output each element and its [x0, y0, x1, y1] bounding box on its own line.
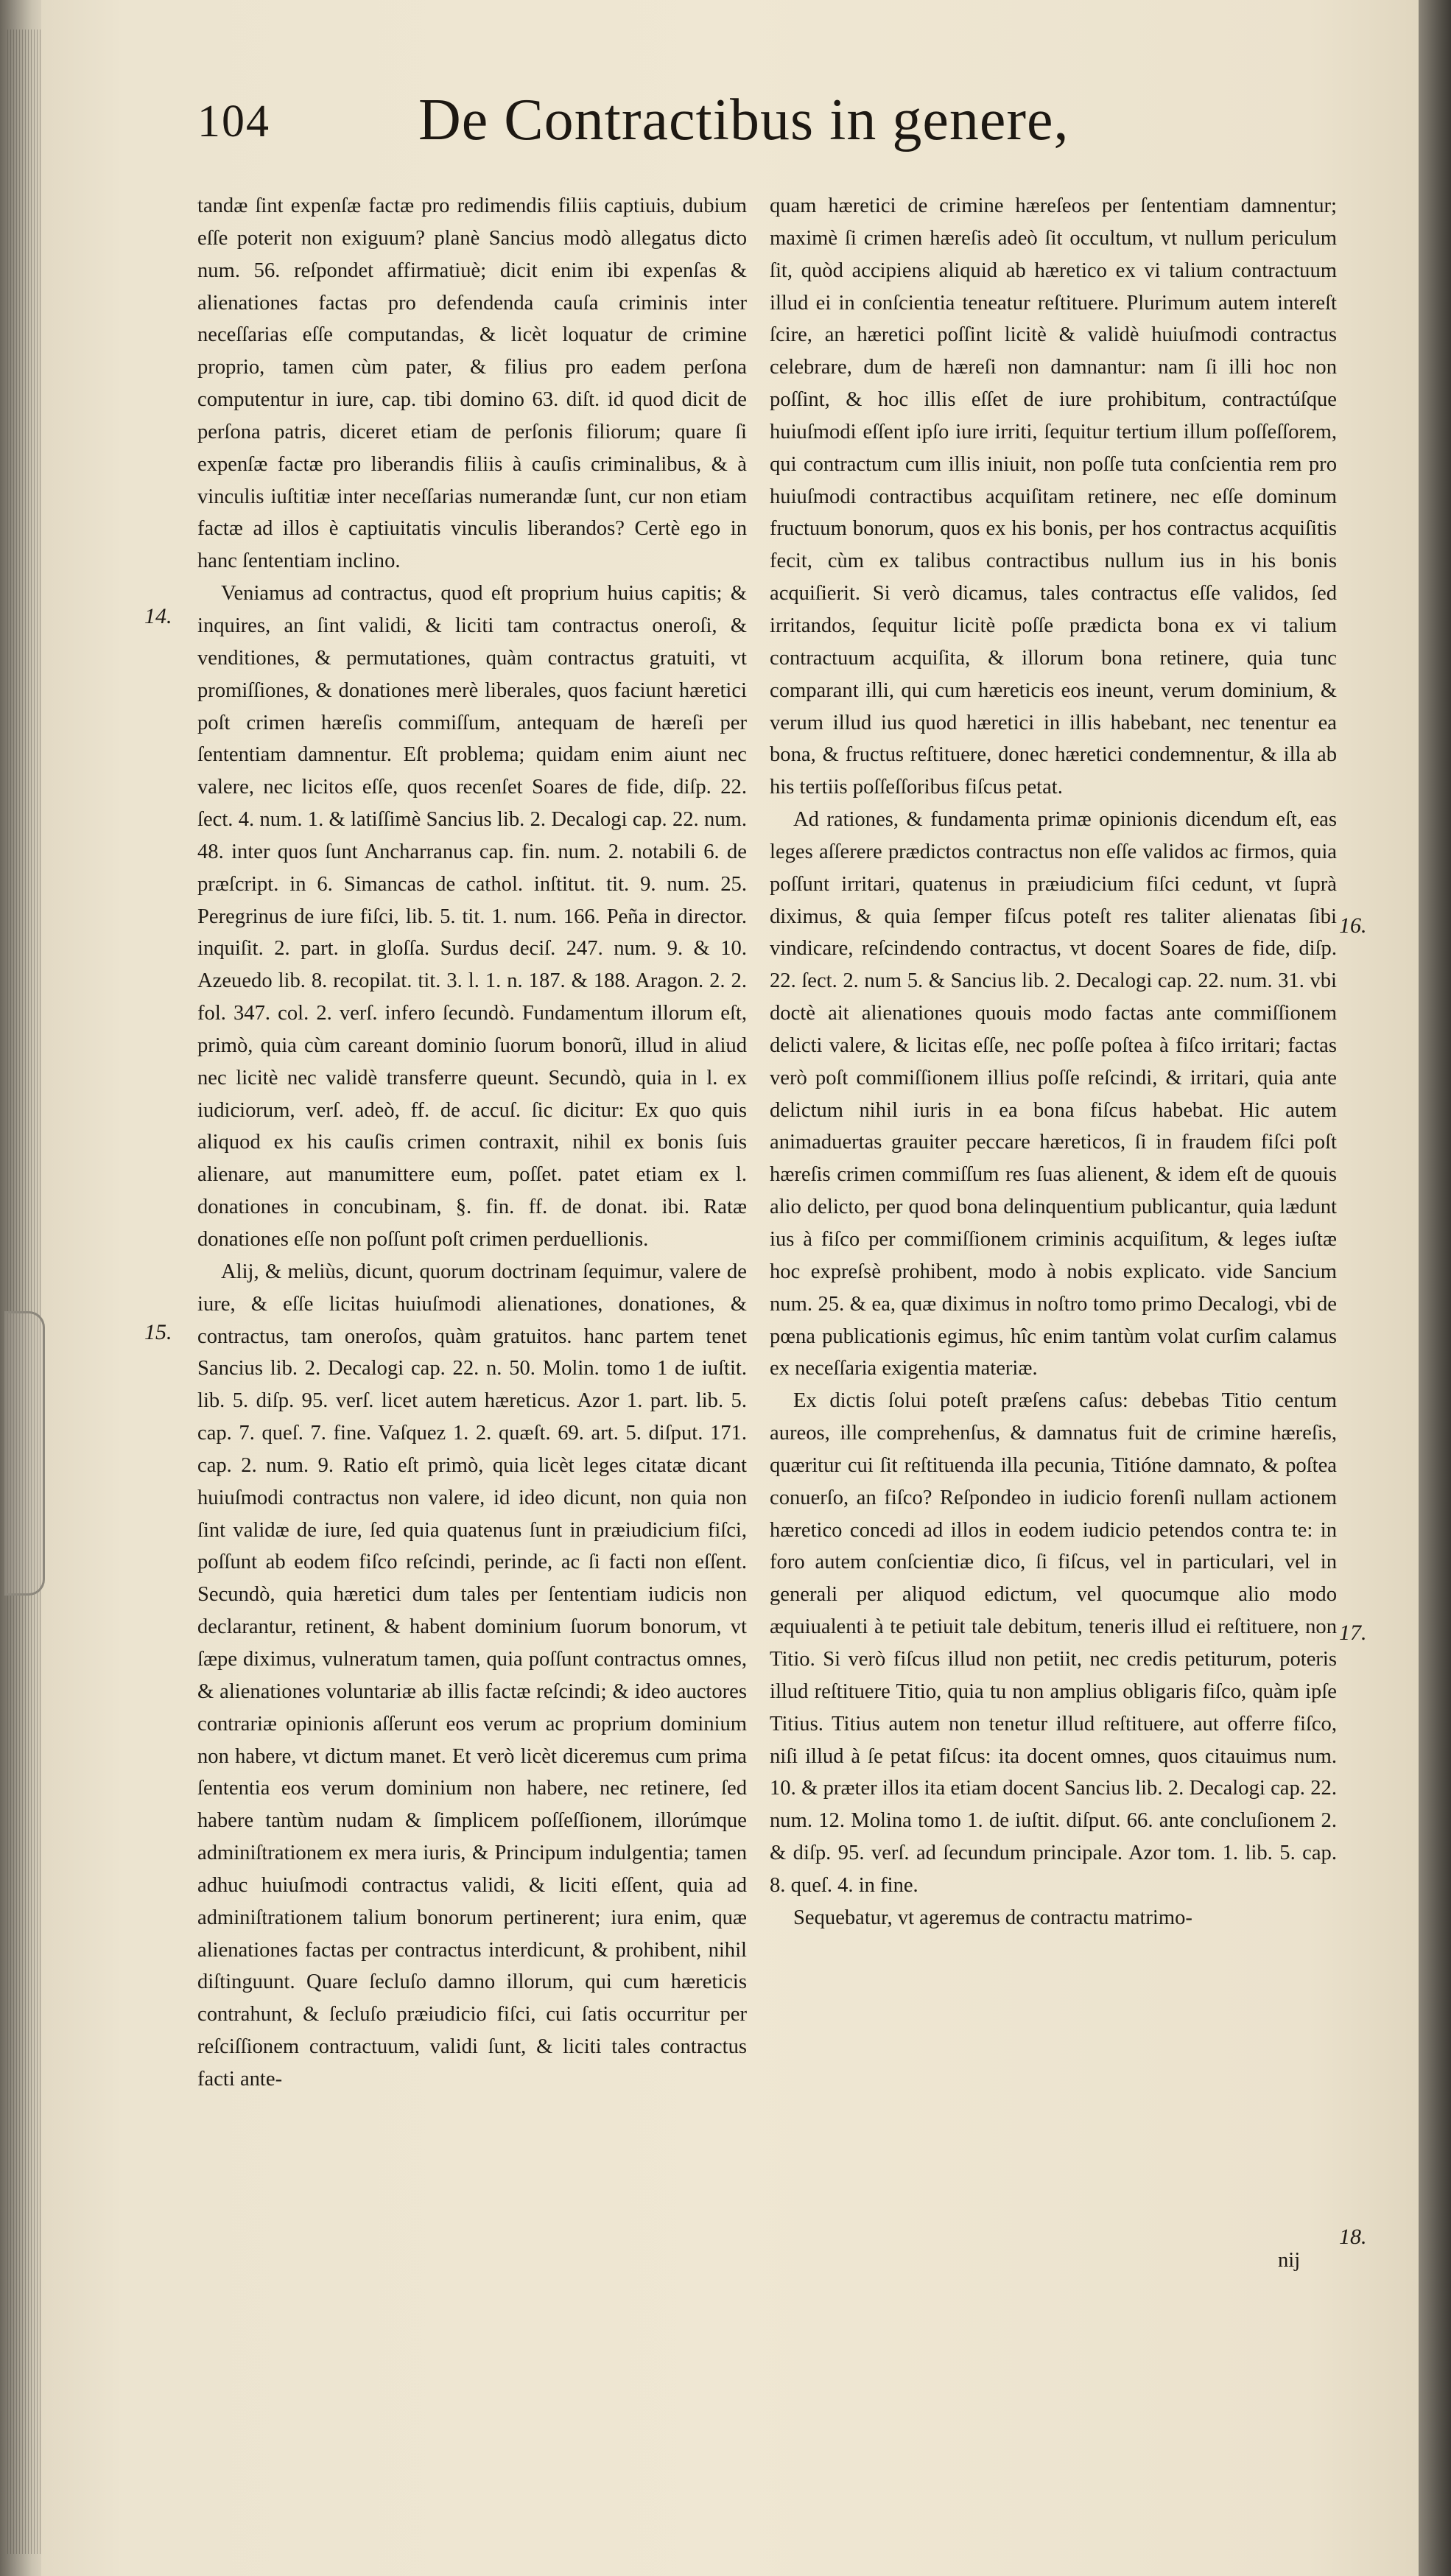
page-stack — [7, 29, 43, 2554]
marginal-number-17: 17. — [1339, 1621, 1367, 1645]
folio-number: 104 — [197, 96, 270, 147]
page-edge — [0, 0, 46, 2576]
left-paragraph-2: Veniamus ad contractus, quod eſt proprium huius capitis; & inquires, an ſint validi, & liciti tam contractus oneroſi, & venditiones, & permutationes, quàm contractus gratuiti, vt promiſſiones, & donationes merè liberales, quos faciunt hæretici poſt crimen hæreſis commiſſum, antequam de hæreſi per ſententiam damnentur. Eſt problema; quidam enim aiunt nec valere, nec licitos eſſe, quos recenſet Soares de fide, diſp. 22. ſect. 4. num. 1. & latiſſimè Sancius lib. 2. Decalogi cap. 22. num. 48. inter quos ſunt Ancharranus cap. fin. num. 2. notabili 6. de præſcript. in 6. Simancas de cathol. inſtitut. tit. 9. num. 25. Peregrinus de iure fiſci, lib. 5. tit. 1. num. 166. Peña in director. inquiſit. 2. part. in gloſſa. Surdus deciſ. 247. num. 9. & 10. Azeuedo lib. 8. recopilat. tit. 3. l. 1. n. 187. & 188. Aragon. 2. 2. fol. 347. col. 2. verſ. infero ſecundò. Fundamentum illorum eſt, primò, quia cùm careant dominio ſuorum bonorũ, illud in aliud nec licitè nec validè transferre queunt. Secundò, quia in l. ex iudiciorum, verſ. adeò, ff. de accuſ. ſic dicitur: Ex quo quis aliquod ex his cauſis crimen contraxit, nihil ex bonis ſuis alienare, aut manumittere eum, poſſet. patet etiam ex l. donationes in concubinam, §. fin. ff. de donat. ibi. Ratæ donationes eſſe non poſſunt poſt crimen perduellionis. — [197, 582, 747, 1251]
running-title: De Contractibus in genere, — [418, 88, 1069, 152]
left-paragraph-3: Alij, & meliùs, dicunt, quorum doctrinam ſequimur, valere de iure, & eſſe licitas huiuſmodi alienationes, donationes, & contractus, tam oneroſos, quàm gratuitos. hanc partem tenet Sancius lib. 2. Decalogi cap. 22. n. 50. Molin. tomo 1 de iuſtit. lib. 5. diſp. 95. verſ. licet autem hæreticus. Azor 1. part. lib. 5. cap. 7. queſ. 7. fine. Vaſquez 1. 2. quæſt. 69. art. 5. diſput. 171. cap. 2. num. 9. Ratio eſt primò, quia licèt leges citatæ dicant huiuſmodi contractus non valere, id ideo dicunt, non quia non ſint validæ de iure, ſed quia quatenus ſunt in præiudicium fiſci, poſſunt ab eodem fiſco reſcindi, perinde, ac ſi facti non eſſent. Secundò, quia hæretici dum tales per ſententiam iudicis non declarantur, retinent, & habent dominium ſuorum bonorum, vt ſæpe diximus, vulneratum tamen, quia poſſunt contractus omnes, & alienationes voluntariæ ab illis factæ reſcindi; & ideo auctores contrariæ opinionis aſſerunt eos verum ac proprium dominium non habere, vt dictum manet. Et verò licèt diceremus cum prima ſententia eos verum dominium non habere, nec retinere, ſed habere tantùm nudam & ſimplicem poſſeſſionem, illorúmque adminiſtrationem ex mera iuris, & Principum indulgentia; tamen adhuc huiuſmodi contractus validi, & liciti eſſent, quia ad adminiſtrationem talium bonorum pertinerent; iura enim, quæ alienationes factas per contractus interdicunt, & prohibent, nihil diſtinguunt. Quare ſecluſo damno illorum, qui cum hæreticis contrahunt, & ſecluſo præiudicio fiſci, cui ſatis occurritur per reſciſſionem contractuum, validi ſunt, & liciti tales contractus facti ante- — [197, 1260, 747, 2091]
right-paragraph-3: Ex dictis ſolui poteſt præſens caſus: debebas Titio centum aureos, ille comprehenſus, & damnatus fuit de crimine hæreſis, quæritur cui ſit reſtituenda illa pecunia, Titióne damnato, & poſtea conuerſo, an fiſco? Reſpondeo in iudicio forenſi nullam actionem hæretico concedi ad illos in eodem iudicio petendos contra te: in foro autem conſcientiæ dico, ſi fiſcus, vel in particulari, vel in generali per aliquod edictum, vel quocumque alio modo æquiualenti à te petiuit tale debitum, teneris illud ei reſtituere, non Titio. Si verò fiſcus illud non petiit, nec credis petiturum, poteris illud reſtituere Titio, quia tu non amplius obligaris fiſco, quàm ipſe Titius. Titius autem non tenetur illud reſtituere, aut offerre fiſco, niſi illud à ſe petat fiſcus: ita docent omnes, quos citauimus num. 10. & præter illos ita etiam docent Sancius lib. 2. Decalogi cap. 22. num. 12. Molina tomo 1. de iuſtit. diſput. 66. ante concluſionem 2. & diſp. 95. verſ. ad ſecundum principale. Azor tom. 1. lib. 5. cap. 8. queſ. 4. in fine. — [770, 1389, 1337, 1897]
right-paragraph-4: Sequebatur, vt ageremus de contractu matrimo- — [793, 1906, 1192, 1929]
right-paragraph-2: Ad rationes, & fundamenta primæ opinionis dicendum eſt, eas leges aſſerere prædictos contractus non eſſe validos ac firmos, quia poſſunt irritari, quatenus in præiudicium fiſci cedunt, vt ſuprà diximus, & quia ſemper fiſcus poteſt res taliter alienatas ſibi vindicare, reſcindendo contractus, vt docent Soares de fide, diſp. 22. ſect. 2. num 5. & Sancius lib. 2. Decalogi cap. 22. num. 31. vbi doctè ait alienationes quouis modo factas ante commiſſionem delicti valere, & licitas eſſe, nec poſſe poſtea à fiſco irritari; factas verò poſt commiſſionem illius poſſe reſcindi, & irritari, quia ante delictum nihil iuris in ea bona fiſcus habebat. Hic autem animaduertas grauiter peccare hæreticos, ſi in fraudem fiſci poſt hæreſis crimen commiſſum res ſuas alienent, & idem eſt de quouis alio delicto, per quod bona delinquentium publicantur, quia lædunt ius à fiſco per commiſſionem criminis acquiſitum, & leges iuſtæ hoc expreſsè prohibent, modo à nobis explicato. vide Sancium num. 25. & ea, quæ diximus in noſtro tomo primo Decalogi, vbi de pœna publicationis egimus, hîc enim tantùm volat curſim calamus ex neceſſaria exigentia materiæ. — [770, 808, 1337, 1380]
marginal-number-18: 18. — [1339, 2225, 1367, 2249]
marginal-number-14: 14. — [144, 604, 172, 628]
paper-clip — [4, 1311, 45, 1596]
left-paragraph-1: tandæ ſint expenſæ factæ pro redimendis filiis captiuis, dubium eſſe poterit non exiguum? planè Sancius modò allegatus dicto num. 56. reſpondet affirmatiuè; dicit enim ibi expenſas & alienationes factas pro defendenda cauſa criminis inter neceſſarias eſſe computandas, & licèt loquatur de crimine proprio, tamen cùm pater, & filius pro eadem perſona computentur in iure, cap. tibi domino 63. diſt. id quod dicit de perſona patris, diceret etiam de perſonis filiorum; quare ſi expenſæ factæ pro liberandis filiis à cauſis criminalibus, & à vinculis iuſtitiæ inter neceſſarias numerandæ ſunt, cur non etiam factæ ad illos è captiuitatis vinculis liberandos? Certè ego in hanc ſententiam inclino. — [197, 194, 747, 573]
page-header — [197, 87, 1346, 175]
left-column — [197, 190, 747, 2096]
marginal-number-16: 16. — [1339, 913, 1367, 938]
right-paragraph-1: quam hæretici de crimine hæreſeos per ſententiam damnentur; maximè ſi crimen hæreſis adeò ſit occultum, vt nullum periculum ſit, quòd accipiens aliquid ab hæretico ex vi talium contractuum illud ei in conſcientia teneatur reſtituere. Plurimum autem intereſt ſcire, an hæretici poſſint licitè & validè huiuſmodi contractus celebrare, dum de hæreſi non damnantur: nam ſi illi hoc non poſſint, & hoc illis eſſet de iure prohibitum, contractúſque huiuſmodi eſſent ipſo iure irriti, ſequitur tertium illum poſſeſſorem, qui contractum cum illis iniuit, non poſſe tuta conſcientia rem pro huiuſmodi contractibus acquiſitam retinere, nec eſſe dominum fructuum bonorum, quos ex his bonis, per hos contractus acquiſitis fecit, cùm ex talibus contractibus nullum ius in his bonis acquiſierit. Si verò dicamus, tales contractus eſſe validos, ſed irritandos, ſequitur licitè poſſe prædicta bona ex vi talium contractuum acquiſita, & illorum bona retinere, quia tunc comparant illi, qui cum hæreticis eos ineunt, verum dominium, & verum illud ius quod hæretici in illis habebant, nec tenentur ea bona, & fructus reſtituere, donec hæretici condemnentur, & illa ab his tertiis poſſeſſoribus fiſcus petat. — [770, 194, 1337, 799]
right-edge — [1419, 0, 1451, 2576]
catchword: nij — [1278, 2249, 1301, 2272]
marginal-number-15: 15. — [144, 1320, 172, 1344]
right-column — [770, 190, 1337, 1934]
